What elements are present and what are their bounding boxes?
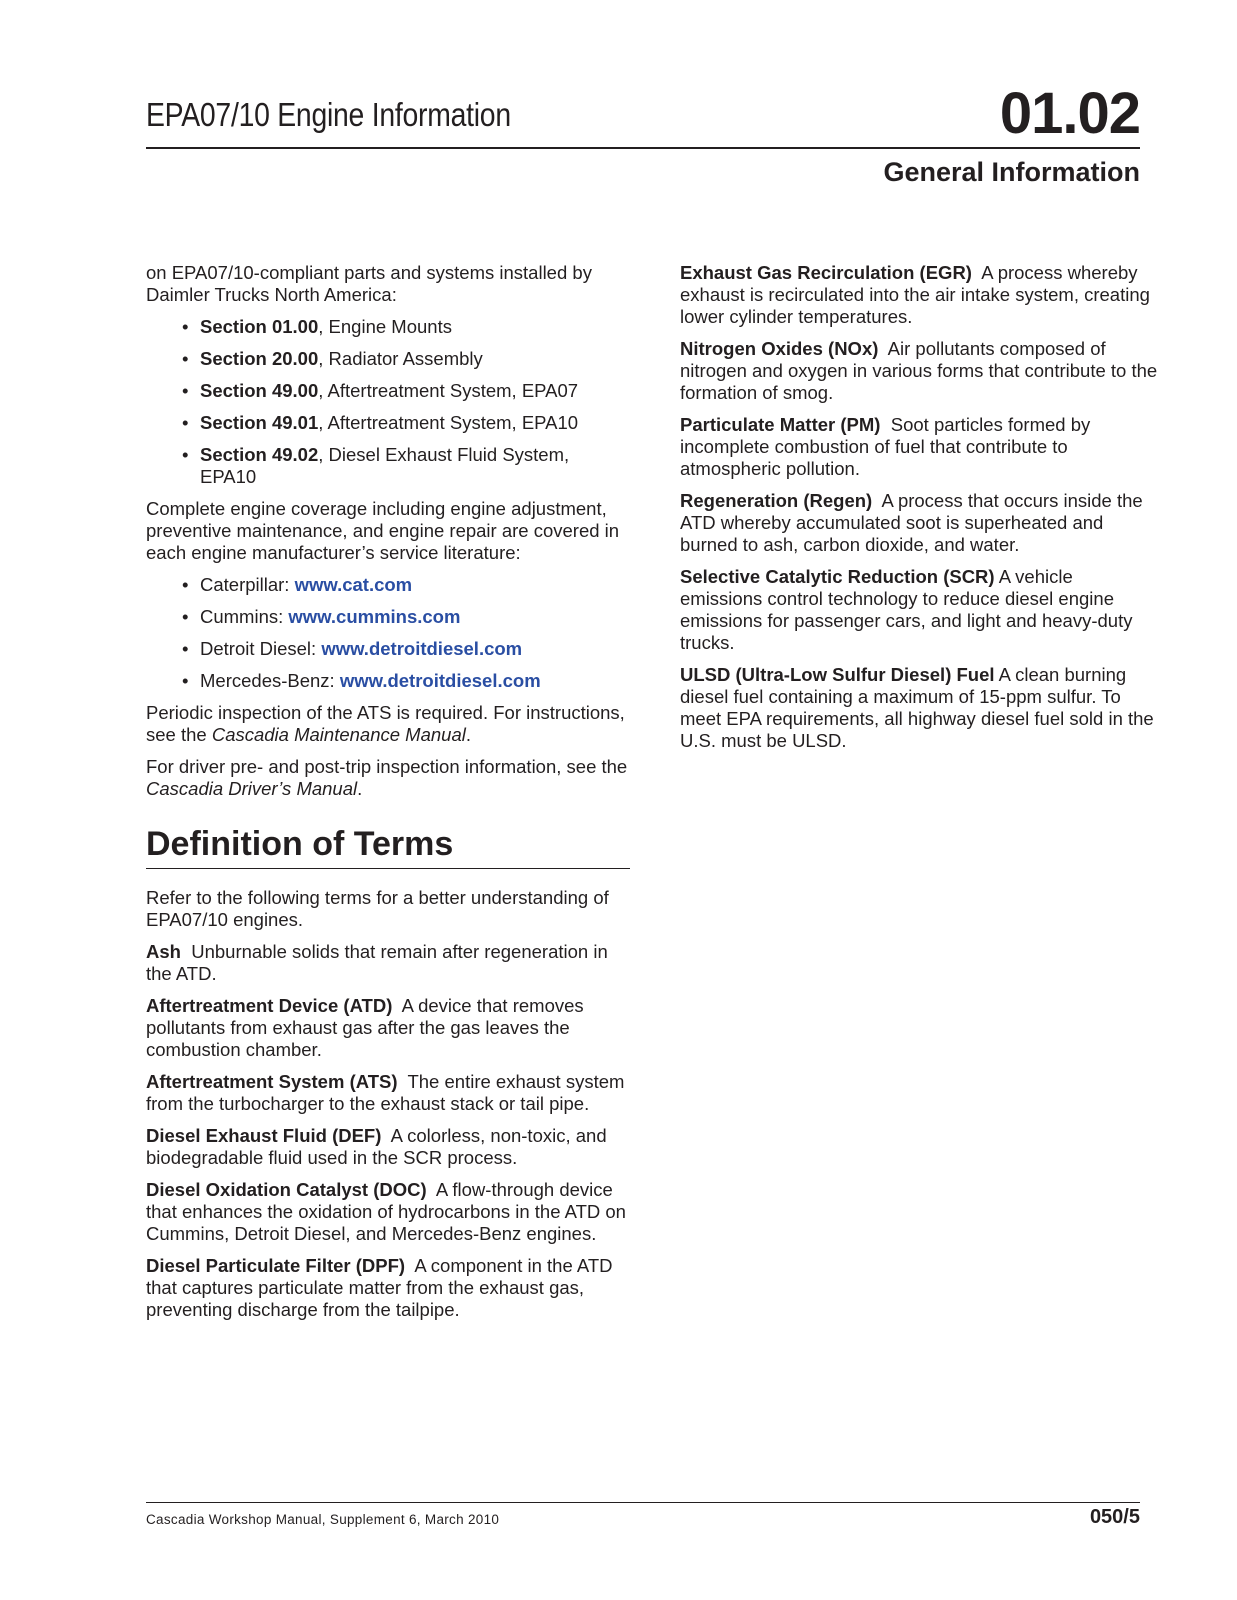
manufacturer-link[interactable]: www.cat.com (294, 574, 413, 595)
definition-item (146, 1125, 630, 1169)
term-name: Nitrogen Oxides (NOx) (680, 338, 879, 359)
section-desc: , Aftertreatment System, EPA07 (318, 380, 579, 401)
footer-publication: Cascadia Workshop Manual, Supplement 6, March 2010 (146, 1512, 500, 1527)
term-definition: A process whereby exhaust is recirculated into the air intake system, creating lower cylinder temperatures. (680, 262, 1150, 327)
section-desc: , Aftertreatment System, EPA10 (318, 412, 579, 433)
coverage-paragraph: Complete engine coverage including engine adjustment, preventive maintenance, and engine repair are covered in each engine manufacturer’s service literature: (146, 498, 620, 563)
term-definition: A clean burning diesel fuel containing a maximum of 15-ppm sulfur. To meet EPA requirements, all highway diesel fuel sold in the U.S. must be ULSD. (680, 664, 1154, 751)
section-desc: , Engine Mounts (318, 316, 452, 337)
list-item (182, 380, 630, 402)
section-ref: Section 49.02 (200, 444, 319, 465)
term-definition: The entire exhaust system from the turbocharger to the exhaust stack or tail pipe. (146, 1071, 625, 1114)
term-definition: Soot particles formed by incomplete combustion of fuel that contribute to atmospheric pollution. (680, 414, 1091, 479)
term-name: Aftertreatment System (ATS) (146, 1071, 398, 1092)
section-ref: Section 01.00 (200, 316, 319, 337)
section-ref: Section 20.00 (200, 348, 319, 369)
manufacturer-list (146, 574, 630, 692)
header-divider (146, 147, 1140, 149)
term-name: Aftertreatment Device (ATD) (146, 995, 393, 1016)
list-item (182, 348, 630, 370)
list-item (182, 638, 630, 660)
list-item (182, 316, 630, 338)
term-name: Diesel Oxidation Catalyst (DOC) (146, 1179, 427, 1200)
manufacturer-link[interactable]: www.cummins.com (288, 606, 461, 627)
manufacturer-link[interactable]: www.detroitdiesel.com (339, 670, 541, 691)
definition-item (680, 338, 1158, 404)
term-name: Ash (146, 941, 181, 962)
driver-end: . (357, 778, 363, 799)
intro-paragraph: on EPA07/10-compliant parts and systems installed by Daimler Trucks North America: (146, 262, 592, 305)
list-item (182, 606, 630, 628)
drivers-manual-ref: Cascadia Driver’s Manual (146, 778, 358, 799)
manufacturer-name: Detroit Diesel: (200, 638, 322, 659)
manufacturer-name: Mercedes-Benz: (200, 670, 340, 691)
manufacturer-name: Caterpillar: (200, 574, 295, 595)
left-column (146, 262, 630, 1331)
term-name: Diesel Exhaust Fluid (DEF) (146, 1125, 382, 1146)
term-name: Regeneration (Regen) (680, 490, 873, 511)
list-item (182, 412, 630, 434)
definition-item (680, 414, 1158, 480)
term-name: Exhaust Gas Recirculation (EGR) (680, 262, 972, 283)
term-definition: Air pollutants composed of nitrogen and oxygen in various forms that contribute to the formation of smog. (680, 338, 1158, 403)
term-definition: A device that removes pollutants from exhaust gas after the gas leaves the combustion chamber. (146, 995, 584, 1060)
definition-item (680, 566, 1158, 654)
section-ref: Section 49.00 (200, 380, 319, 401)
term-definition: A colorless, non-toxic, and biodegradable fluid used in the SCR process. (146, 1125, 607, 1168)
section-number: 01.02 (999, 81, 1140, 146)
term-definition: A flow-through device that enhances the oxidation of hydrocarbons in the ATD on Cummins, Detroit Diesel, and Mercedes-Benz engines. (146, 1179, 626, 1244)
inspection-text: Periodic inspection of the ATS is required. For instructions, see the (146, 702, 625, 745)
inspection-end: . (465, 724, 471, 745)
document-title: EPA07/10 Engine Information (146, 96, 511, 133)
definition-item (146, 941, 630, 985)
definitions-intro: Refer to the following terms for a better understanding of EPA07/10 engines. (146, 887, 609, 930)
list-item (182, 670, 630, 692)
definitions-heading: Definition of Terms (146, 824, 630, 869)
list-item (182, 574, 630, 596)
inspection-paragraph (146, 702, 630, 746)
term-name: ULSD (Ultra-Low Sulfur Diesel) Fuel (680, 664, 995, 685)
term-name: Diesel Particulate Filter (DPF) (146, 1255, 406, 1276)
definition-item (680, 262, 1158, 328)
definition-item (680, 664, 1158, 752)
page-number: 050/5 (1089, 1506, 1140, 1528)
list-item (182, 444, 630, 488)
term-definition: A component in the ATD that captures particulate matter from the exhaust gas, preventing discharge from the tailpipe. (146, 1255, 613, 1320)
manufacturer-link[interactable]: www.detroitdiesel.com (321, 638, 523, 659)
term-name: Selective Catalytic Reduction (SCR) (680, 566, 995, 587)
section-desc: , Diesel Exhaust Fluid System, EPA10 (200, 444, 570, 487)
definition-item (680, 490, 1158, 556)
footer-divider (146, 1502, 1140, 1503)
definition-item (146, 1179, 630, 1245)
definition-item (146, 1071, 630, 1115)
term-definition: A process that occurs inside the ATD whereby accumulated soot is superheated and burned to ash, carbon dioxide, and water. (680, 490, 1143, 555)
driver-paragraph (146, 756, 630, 800)
right-column (680, 262, 1158, 762)
driver-text: For driver pre- and post-trip inspection information, see the (146, 756, 628, 777)
term-name: Particulate Matter (PM) (680, 414, 881, 435)
term-definition: A vehicle emissions control technology to reduce diesel engine emissions for passenger cars, and light and heavy-duty trucks. (680, 566, 1133, 653)
maintenance-manual-ref: Cascadia Maintenance Manual (211, 724, 466, 745)
section-subtitle: General Information (883, 157, 1140, 187)
term-definition: Unburnable solids that remain after regeneration in the ATD. (146, 941, 608, 984)
section-desc: , Radiator Assembly (318, 348, 483, 369)
definition-item (146, 1255, 630, 1321)
section-list (146, 316, 630, 488)
section-ref: Section 49.01 (200, 412, 319, 433)
manufacturer-name: Cummins: (200, 606, 289, 627)
definition-item (146, 995, 630, 1061)
